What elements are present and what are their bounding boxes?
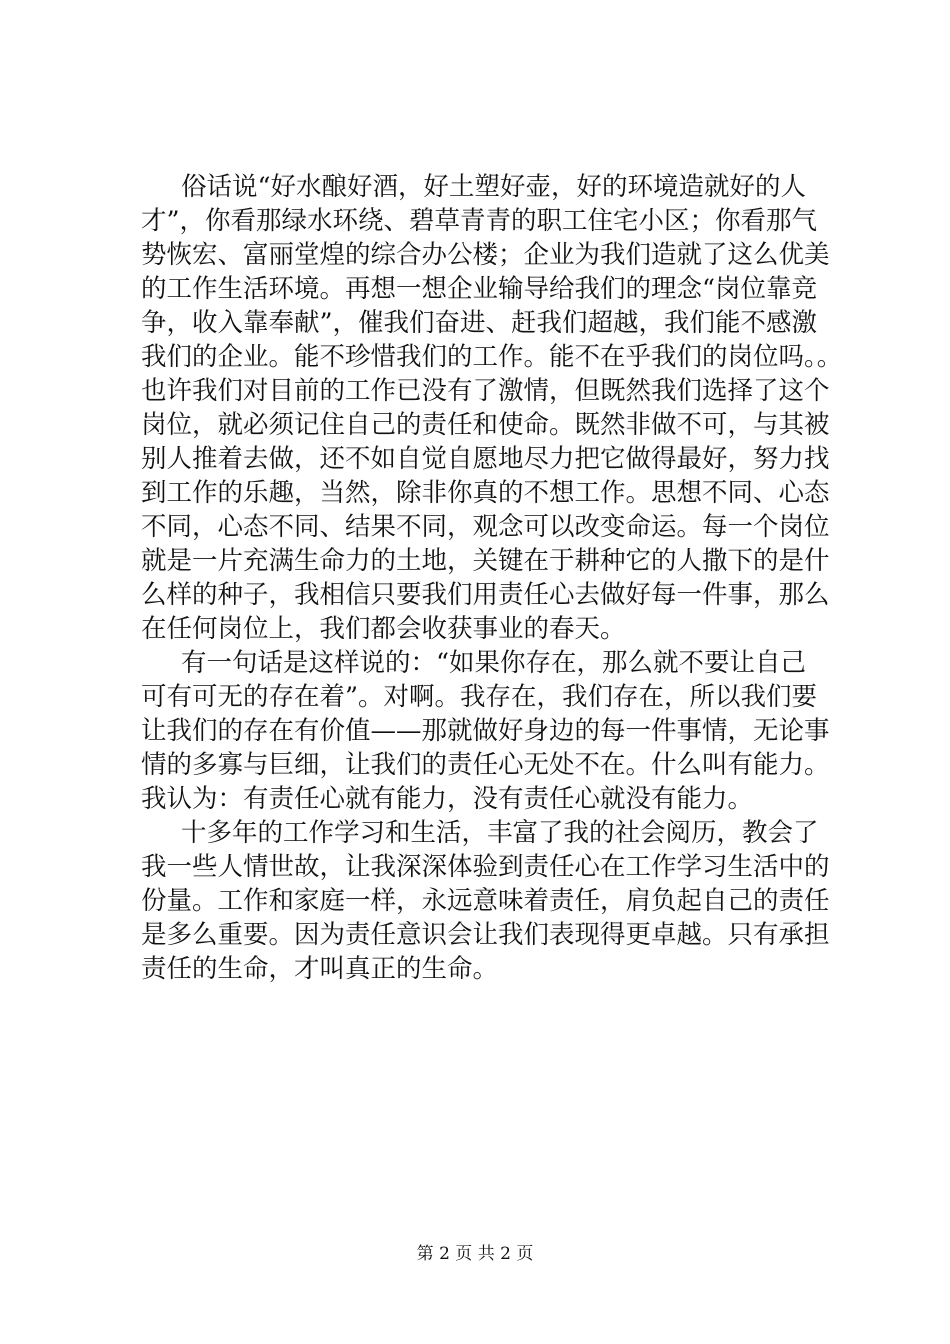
paragraph-1-line-12: 就是一片充满生命力的土地，关键在于耕种它的人撒下的是什 (141, 546, 830, 576)
paragraph-1-line-9: 别人推着去做，还不如自觉自愿地尽力把它做得最好，努力找 (141, 444, 830, 474)
paragraph-3-line-3: 份量。工作和家庭一样，永远意味着责任，肩负起自己的责任 (141, 886, 830, 916)
body-text (141, 170, 843, 986)
paragraph-1-line-14: 在任何岗位上，我们都会收获事业的春天。 (141, 614, 626, 644)
paragraph-1-line-2: 才”，你看那绿水环绕、碧草青青的职工住宅小区；你看那气 (141, 206, 818, 236)
paragraph-1-line-1: 俗话说“好水酿好酒，好土塑好壶，好的环境造就好的人 (181, 172, 807, 202)
paragraph-1-line-4: 的工作生活环境。再想一想企业输导给我们的理念“岗位靠竞 (141, 274, 818, 304)
paragraph-1-line-8: 岗位，就必须记住自己的责任和使命。既然非做不可，与其被 (141, 410, 830, 440)
paragraph-3-line-4: 是多么重要。因为责任意识会让我们表现得更卓越。只有承担 (141, 920, 830, 950)
paragraph-1-line-13: 么样的种子，我相信只要我们用责任心去做好每一件事，那么 (141, 580, 830, 610)
paragraph-1-line-10: 到工作的乐趣，当然，除非你真的不想工作。思想不同、心态 (141, 478, 830, 508)
paragraph-2-line-1: 有一句话是这样说的：“如果你存在，那么就不要让自己 (181, 648, 807, 678)
paragraph-1-line-5: 争，收入靠奉献”，催我们奋进、赶我们超越，我们能不感激 (141, 308, 818, 338)
paragraph-2-line-4: 情的多寡与巨细，让我们的责任心无处不在。什么叫有能力。 (141, 750, 830, 780)
paragraph-3-line-5: 责任的生命，才叫真正的生命。 (141, 954, 499, 984)
paragraph-2-line-3: 让我们的存在有价值——那就做好身边的每一件事情，无论事 (141, 716, 830, 746)
paragraph-1-line-11: 不同，心态不同、结果不同，观念可以改变命运。每一个岗位 (141, 512, 830, 542)
paragraph-1-line-3: 势恢宏、富丽堂煌的综合办公楼；企业为我们造就了这么优美 (141, 240, 830, 270)
paragraph-1-line-7: 也许我们对目前的工作已没有了激情，但既然我们选择了这个 (141, 376, 830, 406)
page-number-footer: 第 2 页 共 2 页 (416, 1244, 534, 1264)
paragraph-1-line-6: 我们的企业。能不珍惜我们的工作。能不在乎我们的岗位吗。。 (141, 342, 843, 372)
paragraph-3-line-1: 十多年的工作学习和生活，丰富了我的社会阅历，教会了 (181, 818, 819, 848)
paragraph-3-line-2: 我一些人情世故，让我深深体验到责任心在工作学习生活中的 (141, 852, 830, 882)
paragraph-2-line-5: 我认为：有责任心就有能力，没有责任心就没有能力。 (141, 784, 754, 814)
paragraph-2-line-2: 可有可无的存在着”。对啊。我存在，我们存在，所以我们要 (141, 682, 818, 712)
